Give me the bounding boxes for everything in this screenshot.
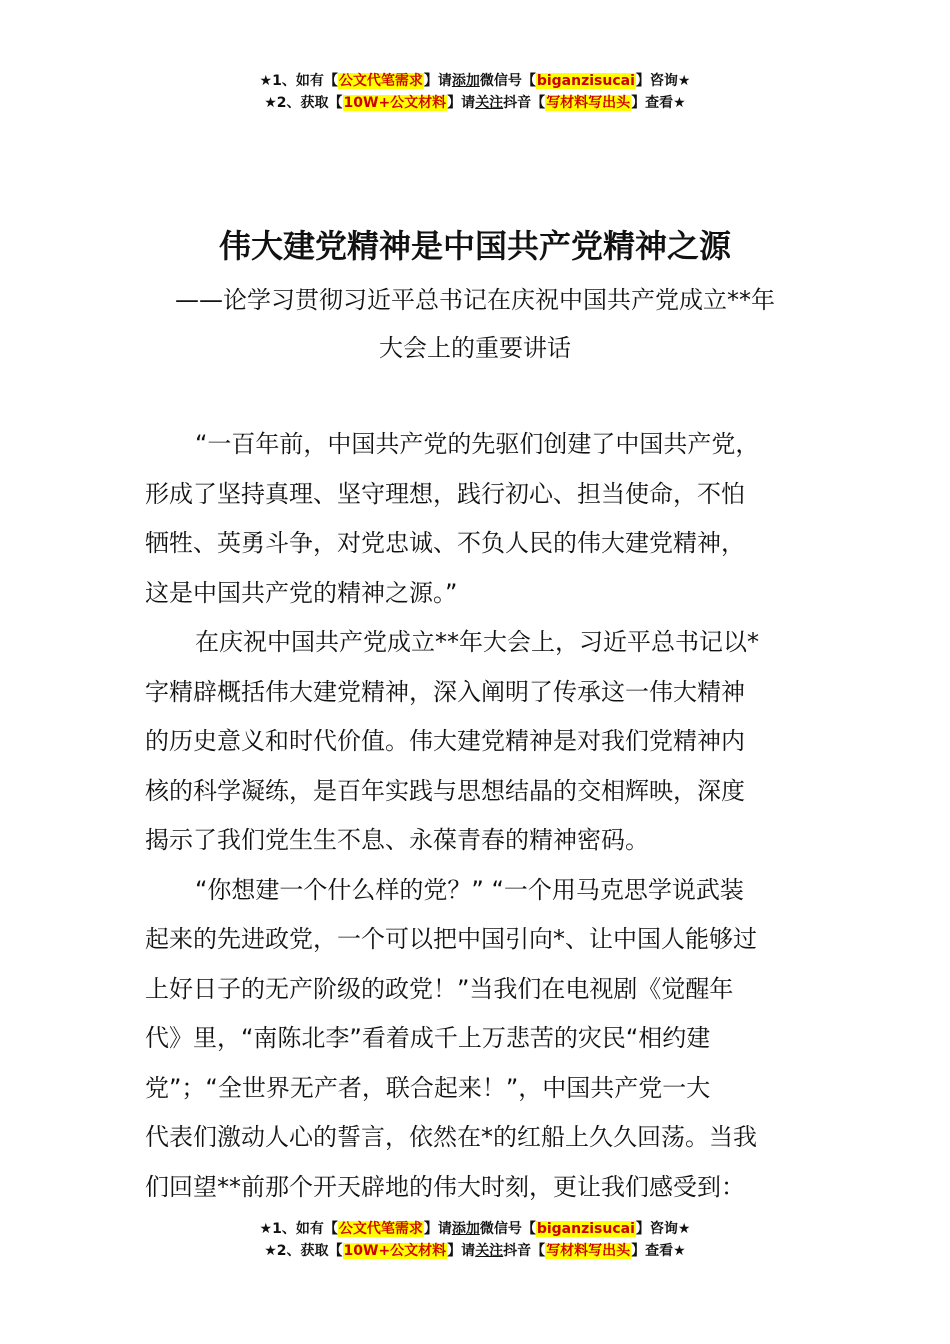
paragraph-line: 字精辟概括伟大建党精神，深入阐明了传承这一伟大精神 bbox=[145, 677, 745, 706]
promo-text: 】请 bbox=[423, 1221, 452, 1237]
promo-highlight: biganzisucai bbox=[536, 73, 635, 89]
subtitle-line: ——论学习贯彻习近平总书记在庆祝中国共产党成立**年 bbox=[175, 286, 775, 314]
promo-highlight: 写材料写出头 bbox=[546, 95, 631, 111]
promo-highlight: 公文代笔需求 bbox=[338, 73, 423, 89]
promo-text: 】请 bbox=[447, 1243, 476, 1259]
document-title: 伟大建党精神是中国共产党精神之源 bbox=[218, 227, 731, 265]
promo-text: 微信号【 bbox=[479, 1221, 536, 1237]
promo-line-2 bbox=[0, 1240, 950, 1262]
promo-text: 抖音【 bbox=[503, 1243, 546, 1259]
promo-text: ★2、获取【 bbox=[264, 1243, 343, 1259]
promo-text: 】查看★ bbox=[631, 1243, 686, 1259]
document-body bbox=[145, 420, 810, 1212]
paragraph-line: 代》里，“南陈北李”看着成千上万悲苦的灾民“相约建 bbox=[145, 1024, 711, 1052]
promo-underlined: 添加 bbox=[451, 1221, 480, 1237]
bottom-promo-banner bbox=[0, 1218, 950, 1262]
promo-text: 微信号【 bbox=[479, 73, 536, 89]
paragraph-line: 形成了坚持真理、坚守理想，践行初心、担当使命，不怕 bbox=[145, 479, 745, 508]
promo-text: 】请 bbox=[423, 73, 452, 89]
paragraph-line: 这是中国共产党的精神之源。” bbox=[145, 578, 458, 607]
promo-underlined: 添加 bbox=[451, 73, 480, 89]
promo-text: 】咨询★ bbox=[635, 73, 691, 89]
promo-text: ★2、获取【 bbox=[264, 95, 343, 111]
promo-highlight: 写材料写出头 bbox=[546, 1243, 631, 1259]
paragraph-line: “你想建一个什么样的党？” “一个用马克思学说武装 bbox=[195, 875, 744, 904]
promo-underlined: 关注 bbox=[475, 95, 504, 111]
subtitle-line: 大会上的重要讲话 bbox=[379, 334, 571, 362]
promo-text: 】查看★ bbox=[631, 95, 686, 111]
promo-text: 】咨询★ bbox=[635, 1221, 691, 1237]
paragraph-line: 牺牲、英勇斗争，对党忠诚、不负人民的伟大建党精神， bbox=[145, 529, 745, 557]
paragraph-line: 揭示了我们党生生不息、永葆青春的精神密码。 bbox=[145, 826, 649, 854]
paragraph-line: 上好日子的无产阶级的政党！”当我们在电视剧《觉醒年 bbox=[145, 974, 734, 1003]
promo-text: 】请 bbox=[447, 95, 476, 111]
paragraph-line: “一百年前，中国共产党的先驱们创建了中国共产党， bbox=[195, 430, 760, 458]
paragraph-line: 在庆祝中国共产党成立**年大会上，习近平总书记以* bbox=[195, 628, 759, 656]
paragraph-line: 们回望**前那个开天辟地的伟大时刻，更让我们感受到： bbox=[145, 1172, 745, 1201]
promo-highlight: 公文代笔需求 bbox=[338, 1221, 423, 1237]
promo-line-2 bbox=[0, 92, 950, 114]
promo-line-1 bbox=[0, 70, 950, 92]
promo-text: ★1、如有【 bbox=[259, 1221, 338, 1237]
paragraph-line: 核的科学凝练，是百年实践与思想结晶的交相辉映，深度 bbox=[145, 776, 745, 805]
promo-highlight: 10W+公文材料 bbox=[343, 95, 447, 111]
document-subtitle bbox=[0, 276, 950, 372]
paragraph-line: 代表们激动人心的誓言，依然在*的红船上久久回荡。当我 bbox=[145, 1123, 757, 1151]
promo-underlined: 关注 bbox=[475, 1243, 504, 1259]
promo-line-1 bbox=[0, 1218, 950, 1240]
promo-highlight: 10W+公文材料 bbox=[343, 1243, 447, 1259]
top-promo-banner bbox=[0, 70, 950, 114]
paragraph-line: 起来的先进政党，一个可以把中国引向*、让中国人能够过 bbox=[145, 925, 757, 953]
paragraph-line: 的历史意义和时代价值。伟大建党精神是对我们党精神内 bbox=[145, 727, 745, 755]
promo-highlight: biganzisucai bbox=[536, 1221, 635, 1237]
promo-text: 抖音【 bbox=[503, 95, 546, 111]
promo-text: ★1、如有【 bbox=[259, 73, 338, 89]
paragraph-line: 党”；“全世界无产者，联合起来！”，中国共产党一大 bbox=[145, 1073, 711, 1102]
